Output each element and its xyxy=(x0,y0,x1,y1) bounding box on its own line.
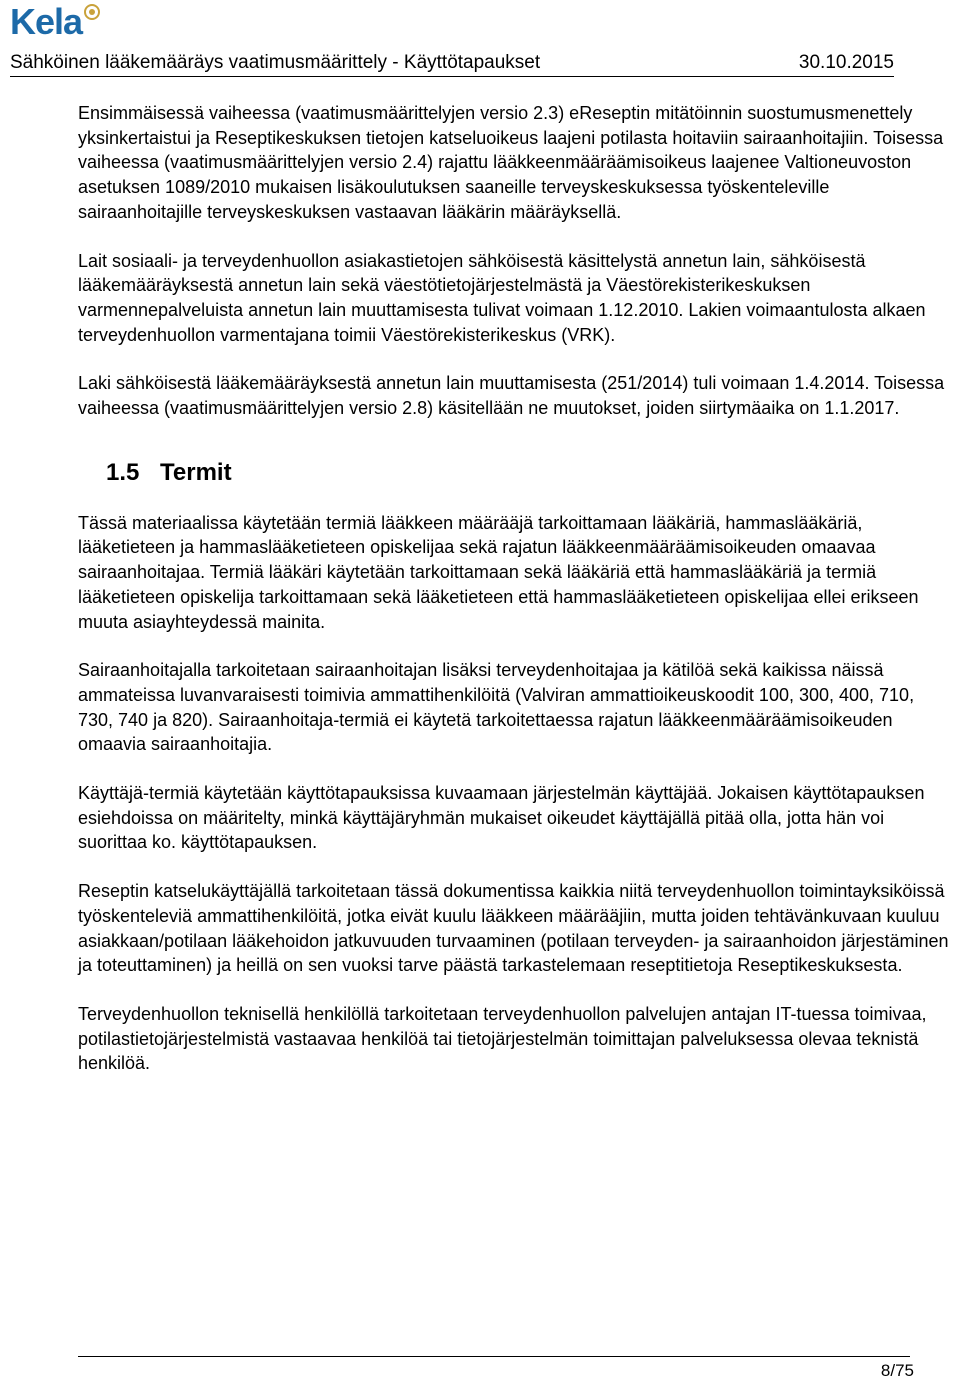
paragraph-1: Ensimmäisessä vaiheessa (vaatimusmäärittelyjen versio 2.3) eReseptin mitätöinnin suostumusmenettely yksinkertaistui ja Reseptikeskuksen tietojen katseluoikeus laajeni potilasta hoitaviin sairaanhoitajiin. Toisessa vaiheessa (vaatimusmäärittelyjen versio 2.4) rajattu lääkkeenmääräämisoikeus laajenee Valtioneuvoston asetuksen 1089/2010 mukaisen lisäkoulutuksen saaneille terveyskeskuksessa työskenteleville sairaanhoitajille terveyskeskuksen vastaavan lääkärin määräyksellä. xyxy=(78,103,944,222)
logo-text: Kela xyxy=(10,1,83,42)
paragraph-7: Reseptin katselukäyttäjällä tarkoitetaan tässä dokumentissa kaikkia niitä terveydenhuollon toimintayksiköissä työskenteleviä ammattihenkilöitä, jotka eivät kuulu lääkkeen määrääjiin, mutta joiden tehtävänkuvaan kuuluu asiakkaan/potilaan lääkehoidon jatkuvuuden turvaaminen (potilaan terveyden- ja sairaanhoidon järjestäminen ja toteuttaminen) ja heillä on sen vuoksi tarve päästä tarkastelemaan reseptitietoja Reseptikeskuksesta. xyxy=(78,881,949,976)
document-body xyxy=(78,101,952,1100)
footer-divider xyxy=(78,1356,910,1357)
document-date: 30.10.2015 xyxy=(798,52,894,73)
paragraph-8: Terveydenhuollon teknisellä henkilöllä tarkoitetaan terveydenhuollon palvelujen antajan IT-tuessa toimivaa, potilastietojärjestelmistä vastaavaa henkilöä tai tietojärjestelmän toimittajan palveluksessa olevaa teknistä henkilöä. xyxy=(78,1003,927,1074)
document-title: Sähköinen lääkemääräys vaatimusmäärittely - Käyttötapaukset xyxy=(10,52,541,73)
paragraph-6: Käyttäjä-termiä käytetään käyttötapauksissa kuvaamaan järjestelmän käyttäjää. Jokaisen käyttötapauksen esiehdoissa on määritelty, minkä käyttäjäryhmän mukaiset oikeudet käyttäjällä pitää olla, jotta hän voi suorittaa ko. käyttötapauksen. xyxy=(78,783,925,853)
paragraph-3: Laki sähköisestä lääkemääräyksestä annetun lain muuttamisesta (251/2014) tuli voimaan 1.4.2014. Toisessa vaiheessa (vaatimusmäärittelyjen versio 2.8) käsitellään ne muutokset, joiden siirtymäaika on 1.1.2017. xyxy=(78,373,945,419)
paragraph-2: Lait sosiaali- ja terveydenhuollon asiakastietojen sähköisestä käsittelystä annetun lain, sähköisestä lääkemääräyksestä annetun lain sekä väestötietojärjestelmästä ja Väestörekisterikeskuksen varmennepalveluista annetun lain muuttamisesta tulivat voimaan 1.12.2010. Lakien voimaantulosta alkaen terveydenhuollon varmentajana toimii Väestörekisterikeskus (VRK). xyxy=(78,250,926,345)
section-heading xyxy=(106,457,952,489)
section-number: 1.5 xyxy=(106,458,140,486)
section-title: Termit xyxy=(160,458,232,486)
page-number: 8/75 xyxy=(880,1361,914,1380)
kela-emblem-icon xyxy=(84,4,100,20)
kela-logo xyxy=(10,2,100,42)
paragraph-4: Tässä materiaalissa käytetään termiä lääkkeen määrääjä tarkoittamaan lääkäriä, hammaslääkäriä, lääketieteen ja hammaslääketieteen opiskelijaa sekä rajatun lääkkeenmääräämisoikeuden omaavaa sairaanhoitajaa. Termiä lääkäri käytetään tarkoittamaan sekä lääkäriä että hammaslääkäriä ja termiä lääketieteen opiskelija tarkoittamaan sekä lääketieteen että hammaslääketieteen opiskelijaa ellei erikseen muuta asiayhteydessä mainita. xyxy=(78,512,919,632)
page-header xyxy=(10,50,894,77)
paragraph-5: Sairaanhoitajalla tarkoitetaan sairaanhoitajan lisäksi terveydenhoitajaa ja kätilöä sekä kaikissa näissä ammateissa luvanvaraisesti toimivia ammattihenkilöitä (Valviran ammattioikeuskoodit 100, 300, 400, 710, 730, 740 ja 820). Sairaanhoitaja-termiä ei käytetä tarkoitettaessa rajatun lääkkeenmääräämisoikeuden omaavia sairaanhoitajia. xyxy=(78,660,915,755)
